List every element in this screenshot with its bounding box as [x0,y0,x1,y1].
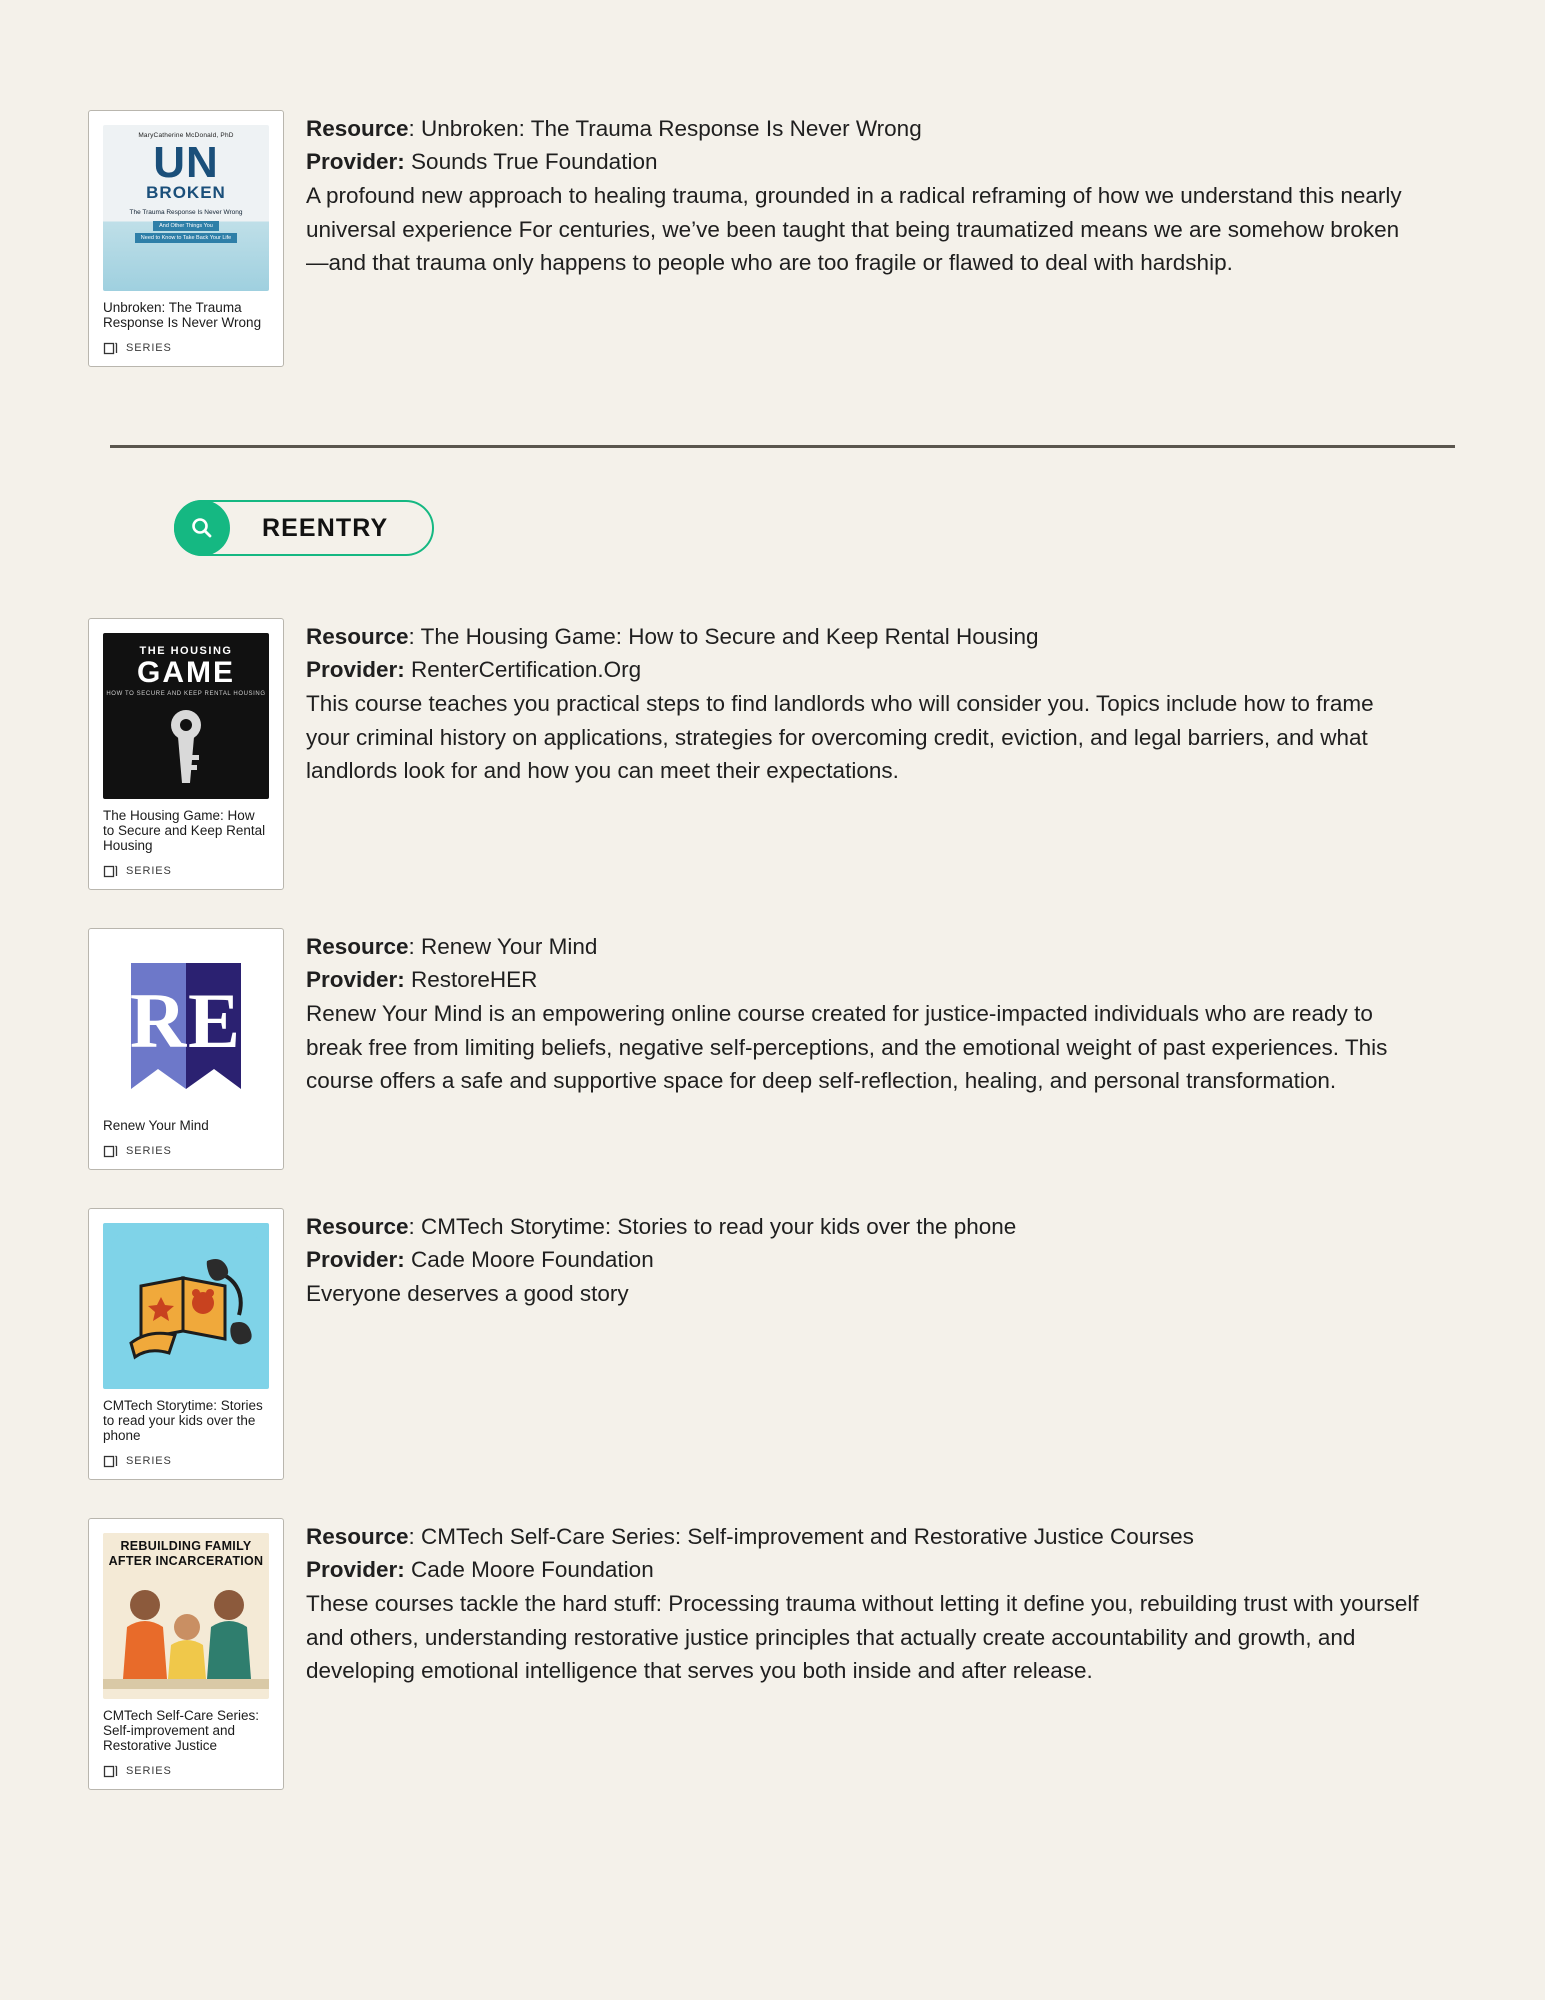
resource-card[interactable] [88,928,284,1170]
resource-title-line [306,930,1420,963]
resource-label: Resource [306,1524,409,1549]
provider-label: Provider: [306,967,405,992]
card-footer [103,863,269,879]
thumb-heading [103,1533,269,1569]
search-icon [174,500,230,556]
thumb-line-1: REBUILDING FAMILY [120,1539,252,1553]
resource-details [306,1208,1420,1311]
family-illustration-icon [103,1569,269,1689]
series-label: SERIES [126,1765,172,1777]
resource-label: Resource [306,116,409,141]
thumb-line-2: AFTER INCARCERATION [108,1554,264,1568]
resource-thumbnail-renew-your-mind [103,943,269,1109]
resource-description: A profound new approach to healing trauma, grounded in a radical reframing of how we understand this nearly universal experience For centuries, we’ve been taught that being traumatized means we are somehow broken—and that trauma only happens to people who are too fragile or flawed to deal with hardship. [306,183,1402,275]
thumb-band-2: Need to Know to Take Back Your Life [135,233,237,243]
thumb-author: MaryCatherine McDonald, PhD [138,132,234,139]
book-and-phone-icon [111,1231,261,1381]
resource-row [88,110,1420,367]
thumb-band-1: And Other Things You [153,221,219,231]
series-label: SERIES [126,342,172,354]
thumb-subtitle: The Trauma Response Is Never Wrong [129,209,243,216]
resource-thumbnail-housing-game [103,633,269,799]
resource-title: : Unbroken: The Trauma Response Is Never Wrong [408,116,922,141]
provider-line [306,963,1420,996]
key-icon [156,703,216,790]
series-label: SERIES [126,1455,172,1467]
provider-label: Provider: [306,1557,405,1582]
card-footer [103,1453,269,1469]
resource-description: Renew Your Mind is an empowering online course created for justice-impacted individuals who are ready to break free from limiting beliefs, negative self-perceptions, and the emotional weight of past experiences. This course offers a safe and supportive space for deep self-reflection, healing, and personal transformation. [306,1001,1388,1093]
thumb-title-small: BROKEN [146,183,226,202]
provider-line [306,145,1420,178]
provider-line [306,1243,1420,1276]
resource-title: : Renew Your Mind [408,934,598,959]
series-label: SERIES [126,865,172,877]
card-title: Unbroken: The Trauma Response Is Never Wrong [103,300,262,330]
provider-line [306,653,1420,686]
resource-card[interactable] [88,110,284,367]
series-icon [103,1143,119,1159]
card-footer [103,340,269,356]
card-title: CMTech Self-Care Series: Self-improvement and Restorative Justice [103,1708,260,1753]
provider-label: Provider: [306,1247,405,1272]
resource-title-line [306,1520,1420,1553]
resource-card[interactable] [88,618,284,890]
section-divider [110,445,1455,448]
thumb-title-big: UN [153,138,219,187]
provider-label: Provider: [306,149,405,174]
series-icon [103,340,119,356]
thumb-line-2: GAME [137,656,235,689]
resource-title: : CMTech Storytime: Stories to read your kids over the phone [408,1214,1017,1239]
resource-card[interactable] [88,1518,284,1790]
section-header-reentry[interactable] [174,500,434,556]
resource-title: : The Housing Game: How to Secure and Keep Rental Housing [408,624,1039,649]
svg-text:R: R [129,977,187,1064]
provider-label: Provider: [306,657,405,682]
resource-label: Resource [306,624,409,649]
resource-details [306,110,1420,280]
resource-row [88,618,1420,890]
card-footer [103,1763,269,1779]
resource-row [88,1518,1420,1790]
resource-row [88,1208,1420,1480]
provider-name: RestoreHER [411,967,538,992]
resource-row [88,928,1420,1170]
thumb-line-1: THE HOUSING [139,645,233,657]
resource-thumbnail-unbroken [103,125,269,291]
resource-description: These courses tackle the hard stuff: Processing trauma without letting it define you, rebuilding trust with yourself and others, understanding restorative justice principles that actually create accountability and growth, and developing emotional intelligence that serves you both inside and after release. [306,1591,1419,1683]
card-title: CMTech Storytime: Stories to read your kids over the phone [103,1398,263,1443]
provider-name: Cade Moore Foundation [411,1247,654,1272]
series-label: SERIES [126,1145,172,1157]
resource-thumbnail-self-care [103,1533,269,1699]
provider-name: Cade Moore Foundation [411,1557,654,1582]
resource-details [306,1518,1420,1688]
resource-details [306,928,1420,1098]
restoreher-logo-icon [111,951,261,1101]
resource-title-line [306,620,1420,653]
series-icon [103,863,119,879]
resource-card[interactable] [88,1208,284,1480]
card-title: Renew Your Mind [103,1118,209,1133]
resource-title-line [306,112,1420,145]
card-title: The Housing Game: How to Secure and Keep Rental Housing [103,808,266,853]
card-footer [103,1143,269,1159]
resource-description: Everyone deserves a good story [306,1281,629,1306]
section-title: REENTRY [262,513,389,542]
resource-thumbnail-storytime [103,1223,269,1389]
resource-title-line [306,1210,1420,1243]
resource-label: Resource [306,934,409,959]
series-icon [103,1453,119,1469]
series-icon [103,1763,119,1779]
provider-name: Sounds True Foundation [411,149,658,174]
thumb-line-3: HOW TO SECURE AND KEEP RENTAL HOUSING [106,691,266,697]
resource-details [306,618,1420,788]
resource-description: This course teaches you practical steps to find landlords who will consider you. Topics include how to frame your criminal history on applications, strategies for overcoming credit, eviction, and legal barriers, and what landlords look for and how you can meet their expectations. [306,691,1374,783]
resource-label: Resource [306,1214,409,1239]
svg-text:E: E [187,977,241,1064]
resource-title: : CMTech Self-Care Series: Self-improvement and Restorative Justice Courses [408,1524,1194,1549]
provider-line [306,1553,1420,1586]
provider-name: RenterCertification.Org [411,657,642,682]
